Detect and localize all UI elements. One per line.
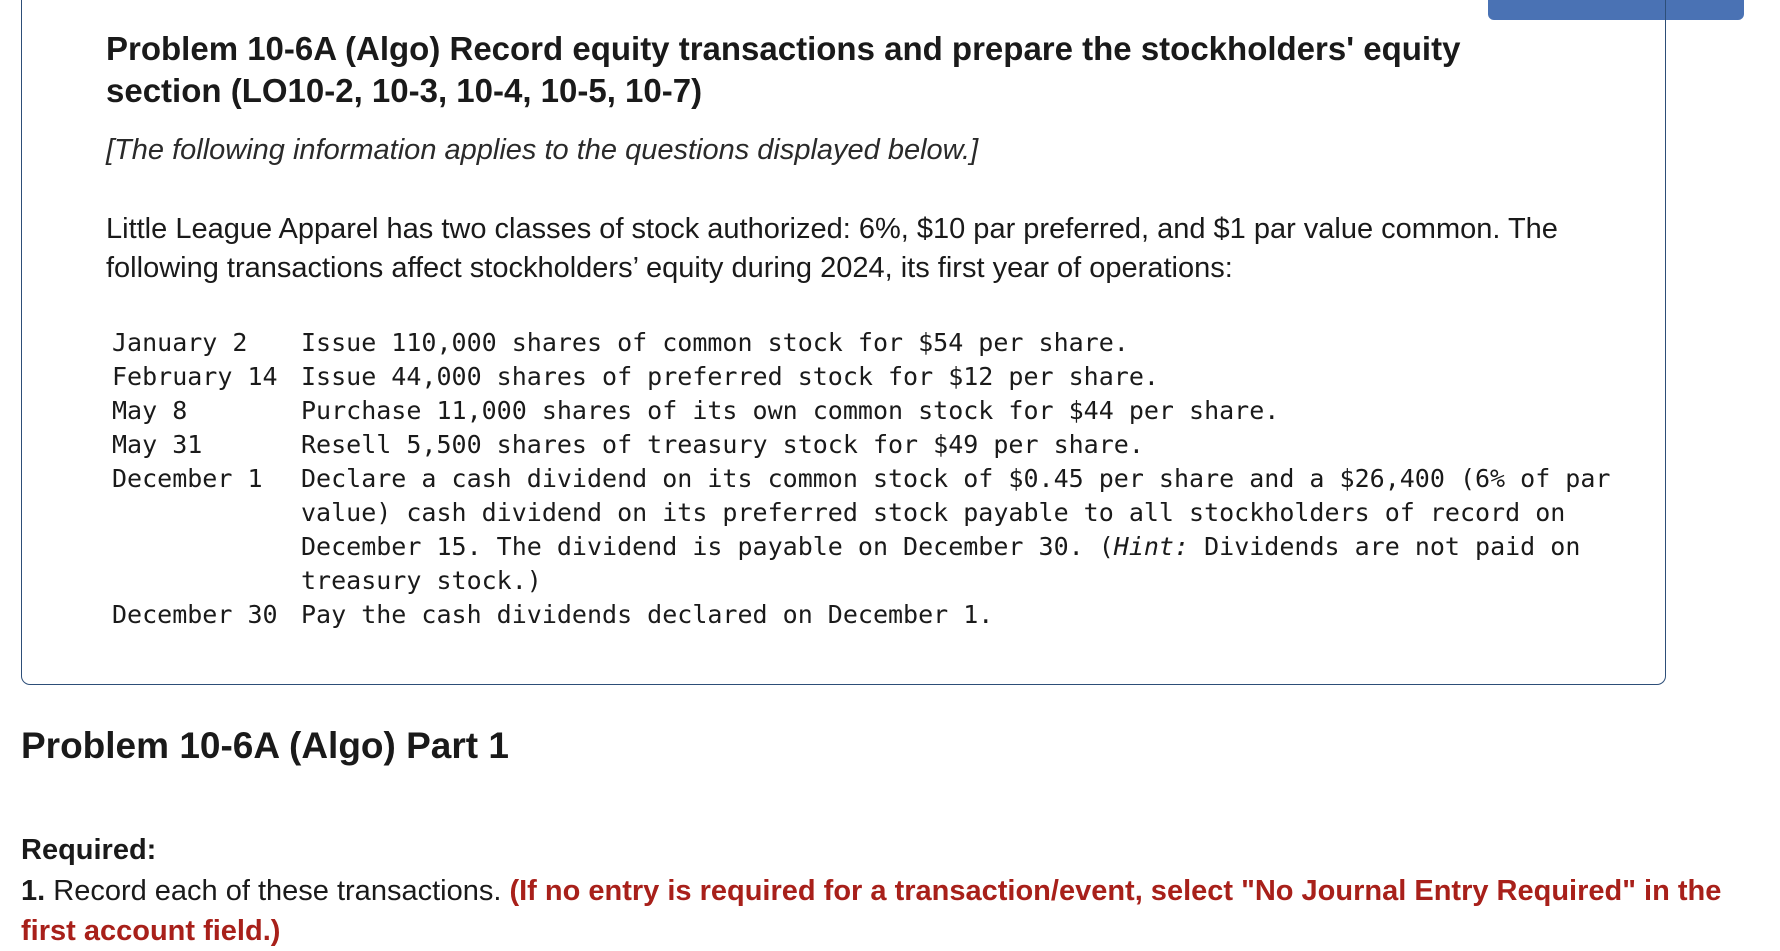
transaction-date: May 31 [112,430,203,459]
transaction-description: Resell 5,500 shares of treasury stock for $49 per share. [301,430,1144,459]
transaction-description: Issue 110,000 shares of common stock for $54 per share. [301,328,1129,357]
intro-text: Little League Apparel has two classes of stock authorized: 6%, $10 par preferred, and $1 par value common. The following transactions affect stockholders’ equity during 2024, its first year of operations: [106,213,1558,284]
transaction-row [112,394,1681,428]
description-text: Dividends are not paid on treasury stock.) [301,532,1581,595]
transaction-description: Pay the cash dividends declared on December 1. [301,600,994,629]
transaction-description: Issue 44,000 shares of preferred stock for $12 per share. [301,362,1159,391]
applies-note: [The following information applies to the questions displayed below.] [106,134,979,166]
transaction-date: February 14 [112,362,278,391]
transaction-date: May 8 [112,396,188,425]
transaction-row [112,428,1681,462]
transaction-date: December 1 [112,464,263,493]
instruction-body: Record each of these transactions. [45,875,510,907]
part-title: Problem 10-6A (Algo) Part 1 [21,725,509,766]
instruction-note: (If no entry is required for a transaction/event, select "No Journal Entry Required" in the first account field.) [21,875,1722,947]
transaction-row [112,462,1681,598]
transaction-description [301,462,1681,598]
transaction-row [112,360,1681,394]
transactions-list [112,326,1681,632]
instruction-number: 1. [21,875,46,907]
transaction-row [112,598,1681,632]
transaction-description: Purchase 11,000 shares of its own common stock for $44 per share. [301,396,1280,425]
description-text: Declare a cash dividend on its common stock of $0.45 per share and a $26,400 (6% of par value) cash dividend on its preferred stock payable to all stockholders of record on December 15. The dividend is payable on December 30. ( [301,464,1611,561]
problem-title: Problem 10-6A (Algo) Record equity transactions and prepare the stockholders' equity section (LO10-2, 10-3, 10-4, 10-5, 10-7) [106,30,1461,109]
transaction-date: December 30 [112,600,278,629]
hint-label: Hint: [1113,532,1190,561]
instruction-text [21,871,1776,951]
required-label: Required: [21,834,157,866]
transaction-date: January 2 [112,328,248,357]
transaction-row [112,326,1681,360]
